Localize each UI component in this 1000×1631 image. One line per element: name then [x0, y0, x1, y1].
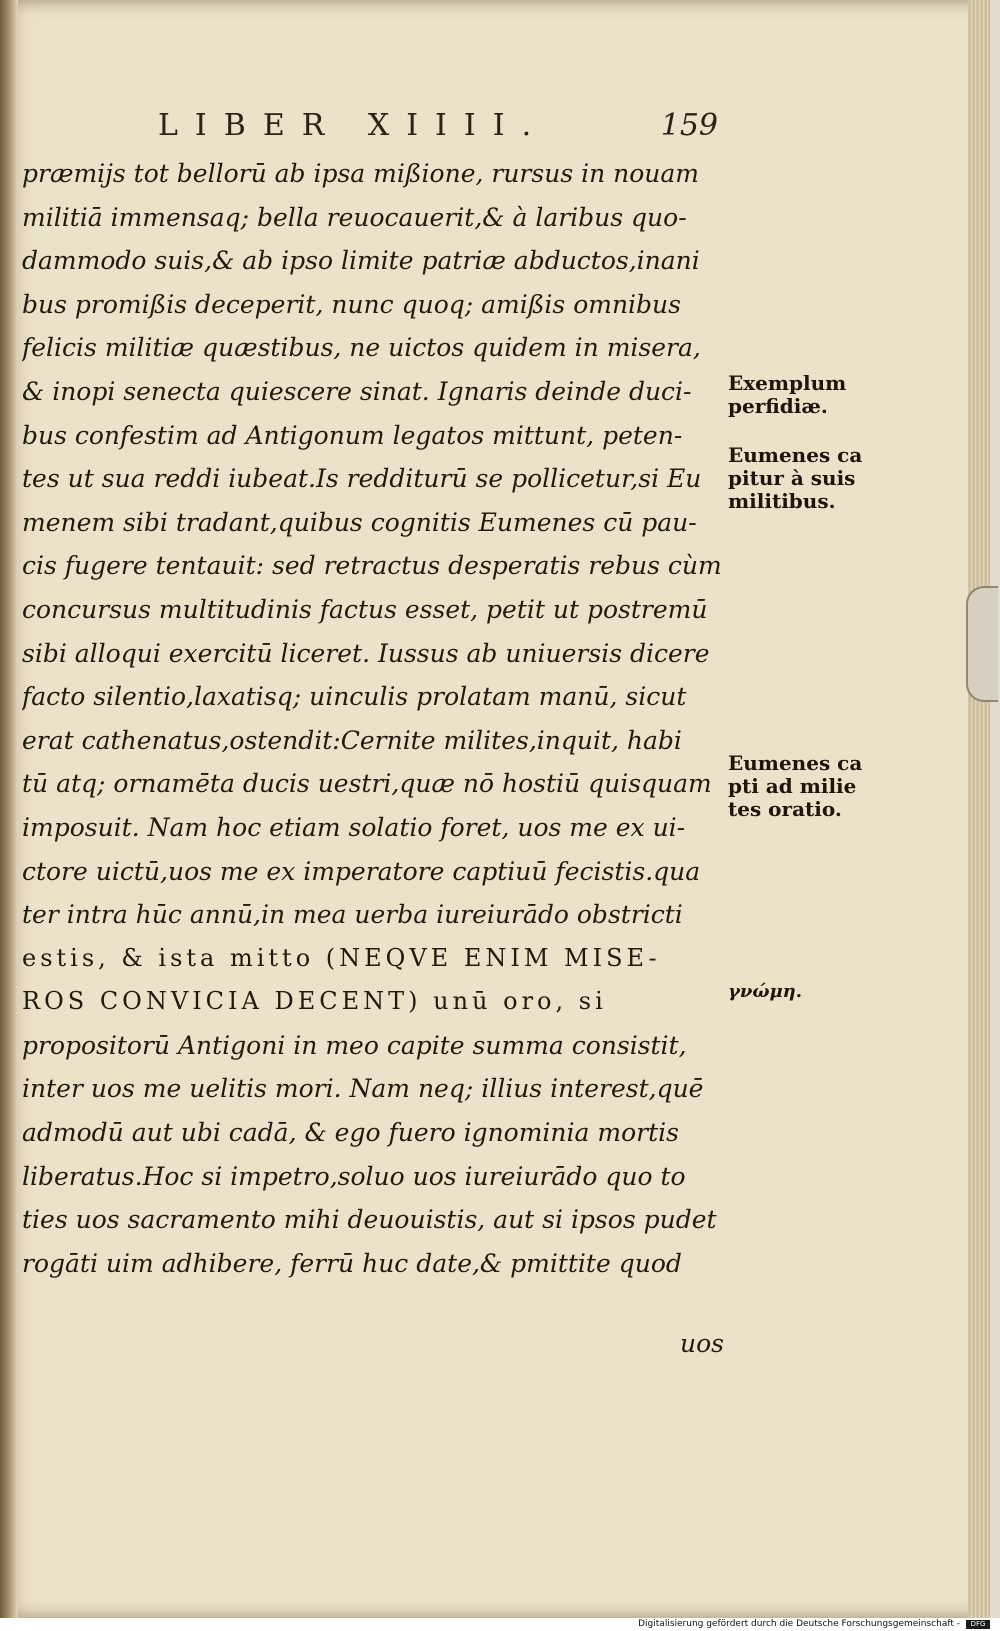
- margin-note-line: militibus.: [728, 489, 836, 513]
- margin-note-exemplum: [728, 372, 888, 418]
- text-line: præmijs tot bellorū ab ipsa mißione, rursus in nouam: [22, 159, 700, 188]
- margin-note-line: tes oratio.: [728, 797, 842, 821]
- text-line: ties uos sacramento mihi deuouistis, aut si ipsos pudet: [22, 1205, 717, 1235]
- text-line: bus confestim ad Antigonum legatos mittunt, peten-: [22, 420, 683, 450]
- text-line: ROS CONVICIA DECENT) unū oro, si: [22, 987, 607, 1016]
- margin-note-line: pitur à suis: [728, 466, 856, 490]
- book-gutter: [0, 0, 18, 1618]
- text-line: bus promißis deceperit, nunc quoq; amißis omnibus: [22, 289, 681, 319]
- footer-credit: Digitalisierung gefördert durch die Deutsche Forschungsgemeinschaft -: [638, 1619, 960, 1629]
- text-line: sibi alloqui exercitū liceret. Iussus ab uniuersis dicere: [22, 638, 710, 668]
- text-line: erat cathenatus,ostendit:Cernite milites,inquit, habi: [22, 725, 682, 755]
- digitization-footer: [0, 1618, 1000, 1631]
- main-text-block: [22, 152, 722, 1285]
- text-line: felicis militiæ quæstibus, ne uictos quidem in misera,: [22, 333, 701, 363]
- margin-note-eumenes-capitur: [728, 444, 888, 513]
- margin-note-line: perfidiæ.: [728, 394, 828, 418]
- margin-note-line: Eumenes ca: [728, 443, 863, 467]
- margin-note-line: pti ad milie: [728, 774, 857, 798]
- text-line: imposuit. Nam hoc etiam solatio foret, uos me ex ui-: [22, 812, 686, 842]
- text-line: menem sibi tradant,quibus cognitis Eumenes cū pau-: [22, 507, 697, 537]
- dfg-logo-icon: DFG: [966, 1620, 990, 1629]
- text-line: estis, & ista mitto (NEQVE ENIM MISE-: [22, 943, 661, 972]
- text-line: & inopi senecta quiescere sinat. Ignaris deinde duci-: [22, 376, 692, 406]
- text-line: propositorū Antigoni in meo capite summa consistit,: [22, 1030, 687, 1060]
- catchword: uos: [680, 1329, 724, 1358]
- margin-note-line: Eumenes ca: [728, 751, 863, 775]
- page-tab-marker: [966, 586, 998, 702]
- text-line: dammodo suis,& ab ipso limite patriæ abductos,inani: [22, 246, 700, 276]
- margin-note-line: γνώμη.: [728, 981, 803, 1002]
- text-line: cis fugere tentauit: sed retractus desperatis rebus cùm: [22, 551, 722, 581]
- text-line: militiā immensaq; bella reuocauerit,& à laribus quo-: [22, 202, 687, 232]
- text-line: concursus multitudinis factus esset, petit ut postremū: [22, 594, 708, 624]
- text-line: tū atq; ornamēta ducis uestri,quæ nō hostiū quisquam: [22, 769, 712, 799]
- text-line: rogāti uim adhibere, ferrū huc date,& pmittite quod: [22, 1248, 682, 1278]
- text-line: facto silentio,laxatisq; uinculis prolatam manū, sicut: [22, 682, 687, 712]
- text-line: ctore uictū,uos me ex imperatore captiuū fecistis.qua: [22, 856, 701, 886]
- margin-note-gnome: [728, 980, 888, 1003]
- page-number: 159: [660, 108, 718, 143]
- text-line: tes ut sua reddi iubeat.Is redditurū se pollicetur,si Eu: [22, 464, 702, 494]
- margin-note-eumenes-oratio: [728, 752, 888, 821]
- text-line: inter uos me uelitis mori. Nam neq; illius interest,quē: [22, 1074, 704, 1104]
- margin-note-line: Exemplum: [728, 371, 847, 395]
- page-edges: [968, 0, 990, 1618]
- text-line: liberatus.Hoc si impetro,soluo uos iureiurādo quo to: [22, 1161, 686, 1191]
- text-line: ter intra hūc annū,in mea uerba iureiurādo obstricti: [22, 900, 683, 930]
- text-line: admodū aut ubi cadā, & ego fuero ignominia mortis: [22, 1118, 679, 1148]
- running-title: LIBER XIIII.: [158, 108, 549, 143]
- running-head: [158, 108, 718, 148]
